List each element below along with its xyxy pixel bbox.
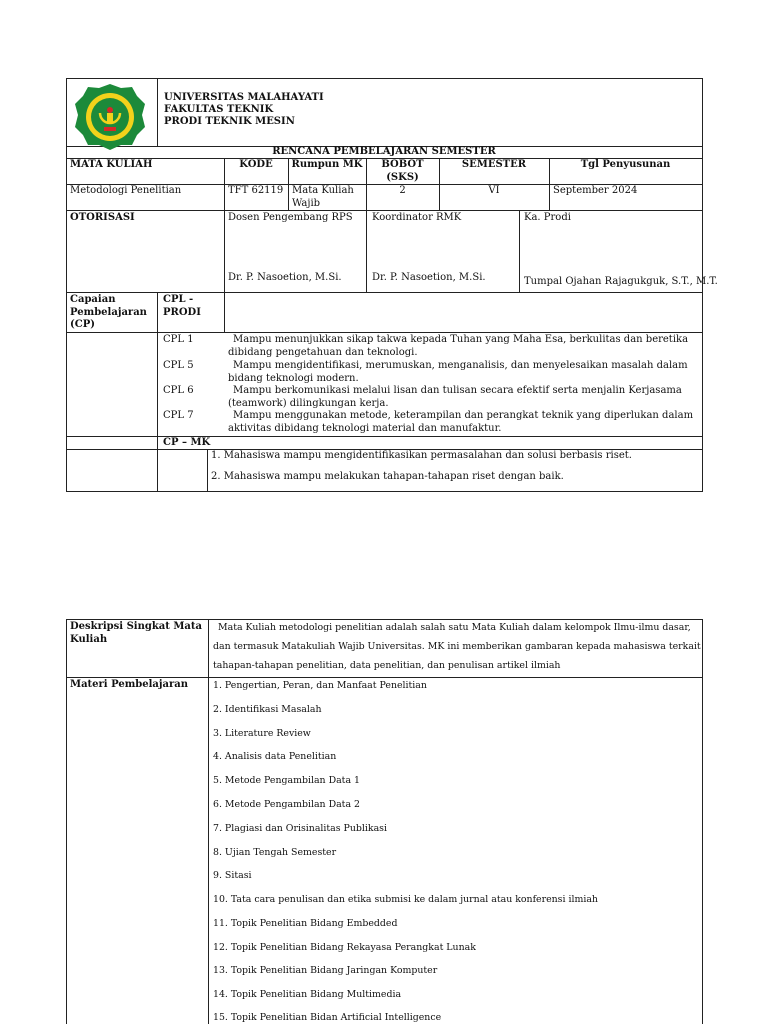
materi-item: 13. Topik Penelitian Bidang Jaringan Komputer — [213, 965, 438, 976]
materi-item: 9. Sitasi — [213, 870, 252, 881]
col-bobot: BOBOT (SKS) — [381, 159, 424, 183]
cp-mk-item: 1. Mahasiswa mampu mengidentifikasikan permasalahan dan solusi berbasis riset. — [211, 450, 632, 461]
materi-item: 1. Pengertian, Peran, dan Manfaat Penelitian — [213, 680, 427, 691]
materi-item: 5. Metode Pengambilan Data 1 — [213, 775, 360, 786]
dosen-name: Dr. P. Nasoetion, M.Si. — [228, 272, 342, 283]
dosen-label: Dosen Pengembang RPS — [228, 212, 353, 223]
cpl-text: Mampu menggunakan metode, keterampilan dan perangkat teknik yang diperlukan dalam aktivitas dibidang teknologi material dan manufaktur. — [228, 410, 694, 434]
materi-item: 4. Analisis data Penelitian — [213, 751, 337, 762]
cell-rumpun: Mata Kuliah Wajib — [292, 185, 354, 209]
materi-item: 6. Metode Pengambilan Data 2 — [213, 799, 360, 810]
cpl-code: CPL 1 — [163, 334, 194, 345]
materi-label: Materi Pembelajaran — [70, 679, 189, 690]
deskripsi-line: tahapan-tahapan penelitian, data penelitian, dan penulisan artikel ilmiah — [213, 660, 561, 671]
materi-item: 14. Topik Penelitian Bidang Multimedia — [213, 989, 402, 1000]
kaprodi-label: Ka. Prodi — [524, 212, 571, 223]
col-mata-kuliah: MATA KULIAH — [70, 159, 153, 170]
materi-item: 12. Topik Penelitian Bidang Rekayasa Perangkat Lunak — [213, 942, 476, 953]
deskripsi-line: dan termasuk Matakuliah Wajib Universitas. MK ini memberikan gambaran kepada mahasiswa terkait — [213, 641, 701, 652]
col-semester: SEMESTER — [461, 159, 527, 170]
cell-semester: VI — [488, 185, 500, 196]
koordinator-name: Dr. P. Nasoetion, M.Si. — [372, 272, 486, 283]
cpl-text: Mampu menunjukkan sikap takwa kepada Tuhan yang Maha Esa, berkulitas dan beretika dibidang pengetahuan dan teknologi. — [228, 334, 689, 358]
cp-label: Capaian Pembelajaran (CP) — [70, 294, 147, 330]
cell-mata-kuliah: Metodologi Penelitian — [70, 185, 182, 196]
university-name: UNIVERSITAS MALAHAYATI — [164, 92, 324, 103]
cp-mk-label: CP – MK — [163, 437, 211, 448]
cpl-code: CPL 7 — [163, 410, 194, 421]
materi-item: 11. Topik Penelitian Bidang Embedded — [213, 918, 398, 929]
materi-item: 3. Literature Review — [213, 728, 311, 739]
materi-item: 15. Topik Penelitian Bidan Artificial Intelligence — [213, 1012, 442, 1023]
koordinator-label: Koordinator RMK — [372, 212, 462, 223]
materi-item: 7. Plagiasi dan Orisinalitas Publikasi — [213, 823, 387, 834]
cpl-code: CPL 5 — [163, 360, 194, 371]
col-tgl: Tgl Penyusunan — [580, 159, 671, 170]
deskripsi-line: Mata Kuliah metodologi penelitian adalah salah satu Mata Kuliah dalam kelompok Ilmu-ilmu dasar, — [218, 622, 691, 633]
cpl-text: Mampu mengidentifikasi, merumuskan, menganalisis, dan menyelesaikan masalah dalam bidang teknologi modern. — [228, 360, 688, 384]
cp-mk-item: 2. Mahasiswa mampu melakukan tahapan-tahapan riset dengan baik. — [211, 471, 564, 482]
kaprodi-name: Tumpal Ojahan Rajagukguk, S.T., M.T. — [524, 276, 718, 287]
col-rumpun: Rumpun MK — [291, 159, 363, 170]
cell-kode: TFT 62119 — [228, 185, 284, 196]
materi-item: 10. Tata cara penulisan dan etika submisi ke dalam jurnal atau konferensi ilmiah — [213, 894, 598, 905]
cell-tgl: September 2024 — [553, 185, 638, 196]
cpl-code: CPL 6 — [163, 385, 194, 396]
university-logo — [74, 83, 146, 151]
materi-item: 2. Identifikasi Masalah — [213, 704, 322, 715]
rps-title: RENCANA PEMBELAJARAN SEMESTER — [272, 146, 496, 157]
materi-item: 8. Ujian Tengah Semester — [213, 847, 337, 858]
cell-bobot: 2 — [399, 185, 406, 196]
cpl-prodi-label: CPL - PRODI — [163, 294, 201, 318]
cpl-text: Mampu berkomunikasi melalui lisan dan tulisan secara efektif serta menjalin Kerjasama (teamwork) dilingkungan kerja. — [228, 385, 682, 409]
otorisasi-label: OTORISASI — [70, 212, 135, 223]
deskripsi-label: Deskripsi Singkat Mata Kuliah — [70, 621, 203, 645]
faculty-name: FAKULTAS TEKNIK — [164, 104, 274, 115]
col-kode: KODE — [239, 159, 273, 170]
program-name: PRODI TEKNIK MESIN — [164, 116, 295, 127]
